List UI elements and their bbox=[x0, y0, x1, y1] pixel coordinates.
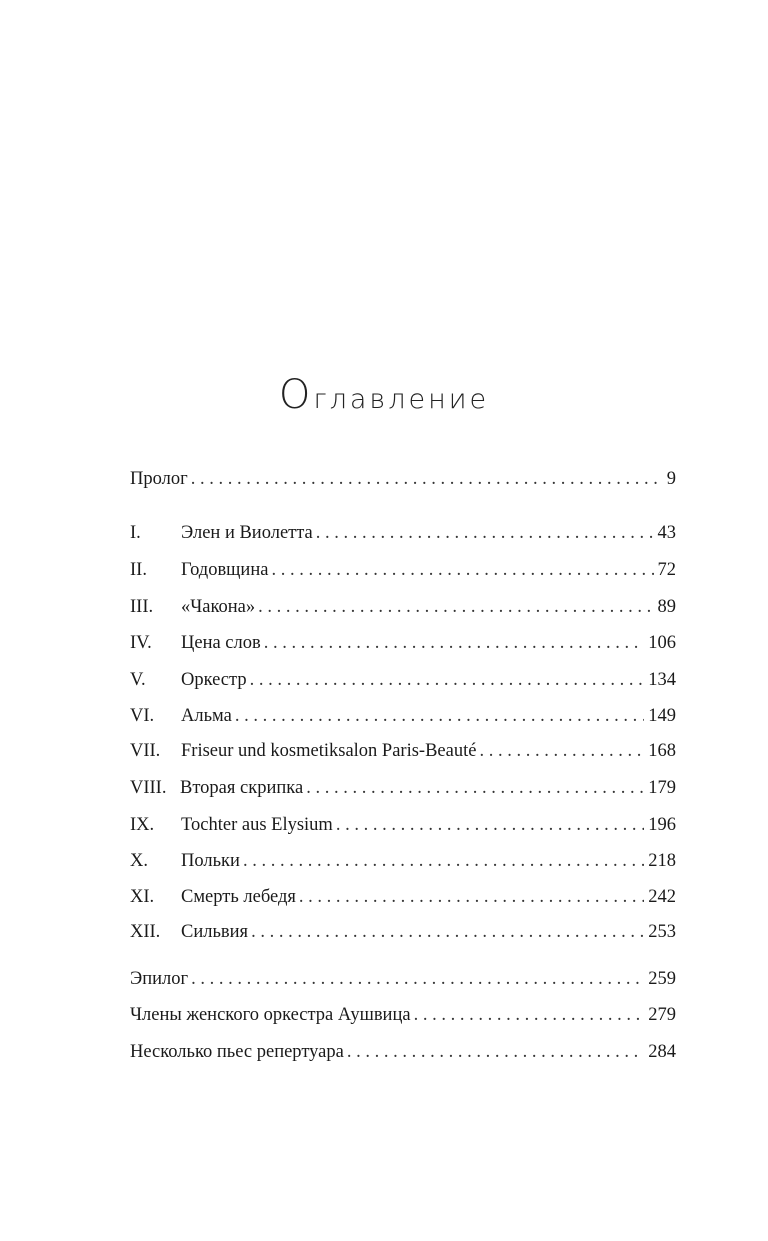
toc-entry[interactable] bbox=[130, 467, 676, 491]
toc-entry-title: Tochter aus Elysium bbox=[181, 815, 333, 835]
toc-entry-title: Вторая скрипка bbox=[180, 778, 304, 798]
toc-entry-number: IV. bbox=[130, 633, 152, 653]
page-title bbox=[0, 372, 768, 418]
toc-leader-dots bbox=[271, 558, 653, 582]
toc-leader-dots bbox=[191, 467, 663, 491]
toc-entry[interactable] bbox=[130, 739, 676, 763]
toc-entry[interactable] bbox=[130, 558, 676, 582]
toc-entry-page: 106 bbox=[648, 633, 676, 653]
toc-entry-number: V. bbox=[130, 670, 146, 690]
toc-entry-title: «Чакона» bbox=[181, 597, 256, 617]
toc-entry-title: Элен и Виолетта bbox=[181, 523, 313, 543]
toc-entry-title: Сильвия bbox=[181, 922, 249, 942]
toc-entry-number: VIII. bbox=[130, 778, 167, 798]
toc-entry-page: 43 bbox=[657, 523, 676, 543]
toc-leader-dots bbox=[347, 1040, 644, 1064]
toc-leader-dots bbox=[299, 885, 644, 909]
toc-entry[interactable] bbox=[130, 813, 676, 837]
toc-entry-page: 242 bbox=[648, 887, 676, 907]
toc-entry-number: I. bbox=[130, 523, 141, 543]
toc-entry[interactable] bbox=[130, 521, 676, 545]
toc-entry[interactable] bbox=[130, 1040, 676, 1064]
toc-leader-dots bbox=[316, 521, 654, 545]
toc-entry-page: 89 bbox=[657, 597, 676, 617]
toc-entry-page: 284 bbox=[648, 1042, 676, 1062]
toc-entry[interactable] bbox=[130, 668, 676, 692]
toc-entry-title: Альма bbox=[181, 706, 232, 726]
toc-entry-page: 218 bbox=[648, 851, 676, 871]
toc-entry-number: VI. bbox=[130, 706, 155, 726]
page-title-initial: О bbox=[278, 372, 314, 418]
toc-leader-dots bbox=[251, 920, 644, 944]
toc-entry[interactable] bbox=[130, 920, 676, 944]
toc-entry-title: Годовщина bbox=[181, 560, 269, 580]
toc-entry[interactable] bbox=[130, 631, 676, 655]
toc-entry-number: III. bbox=[130, 597, 154, 617]
toc-entry[interactable] bbox=[130, 1003, 676, 1027]
toc-entry-title: Члены женского оркестра Аушвица bbox=[130, 1005, 411, 1025]
toc-leader-dots bbox=[414, 1003, 645, 1027]
toc-entry-number: II. bbox=[130, 560, 147, 580]
toc-entry-title: Пролог bbox=[130, 469, 188, 489]
toc-entry-page: 179 bbox=[648, 778, 676, 798]
page-title-rest: главление bbox=[313, 384, 490, 415]
toc-entry[interactable] bbox=[130, 967, 676, 991]
toc-entry-number: VII. bbox=[130, 741, 161, 761]
toc-entry-page: 259 bbox=[648, 969, 676, 989]
toc-entry-number: IX. bbox=[130, 815, 155, 835]
toc-entry-title: Цена слов bbox=[181, 633, 261, 653]
toc-entry-page: 168 bbox=[648, 741, 676, 761]
toc-leader-dots bbox=[243, 849, 644, 873]
toc-entry-page: 196 bbox=[648, 815, 676, 835]
toc-leader-dots bbox=[235, 704, 644, 728]
toc-leader-dots bbox=[479, 739, 644, 763]
toc-entry-page: 9 bbox=[666, 469, 676, 489]
toc-entry[interactable] bbox=[130, 595, 676, 619]
toc-entry[interactable] bbox=[130, 776, 676, 800]
toc-entry-page: 72 bbox=[657, 560, 676, 580]
toc-entry-title: Friseur und kosmetiksalon Paris-Beauté bbox=[181, 741, 477, 761]
toc-entry-page: 134 bbox=[648, 670, 676, 690]
toc-entry[interactable] bbox=[130, 885, 676, 909]
toc-entry[interactable] bbox=[130, 849, 676, 873]
toc-entry-page: 279 bbox=[648, 1005, 676, 1025]
toc-leader-dots bbox=[258, 595, 653, 619]
toc-entry-number: XI. bbox=[130, 887, 155, 907]
toc-leader-dots bbox=[336, 813, 644, 837]
toc-entry-page: 149 bbox=[648, 706, 676, 726]
toc-entry-page: 253 bbox=[648, 922, 676, 942]
toc-leader-dots bbox=[250, 668, 645, 692]
toc-entry-title: Несколько пьес репертуара bbox=[130, 1042, 344, 1062]
toc-entry[interactable] bbox=[130, 704, 676, 728]
toc-entry-title: Оркестр bbox=[181, 670, 247, 690]
toc-entry-number: XII. bbox=[130, 922, 161, 942]
toc-leader-dots bbox=[191, 967, 644, 991]
toc-leader-dots bbox=[306, 776, 644, 800]
toc-entry-number: X. bbox=[130, 851, 148, 871]
toc-entry-title: Смерть лебедя bbox=[181, 887, 296, 907]
toc-entry-title: Эпилог bbox=[130, 969, 189, 989]
toc-leader-dots bbox=[264, 631, 645, 655]
toc-entry-title: Польки bbox=[181, 851, 240, 871]
